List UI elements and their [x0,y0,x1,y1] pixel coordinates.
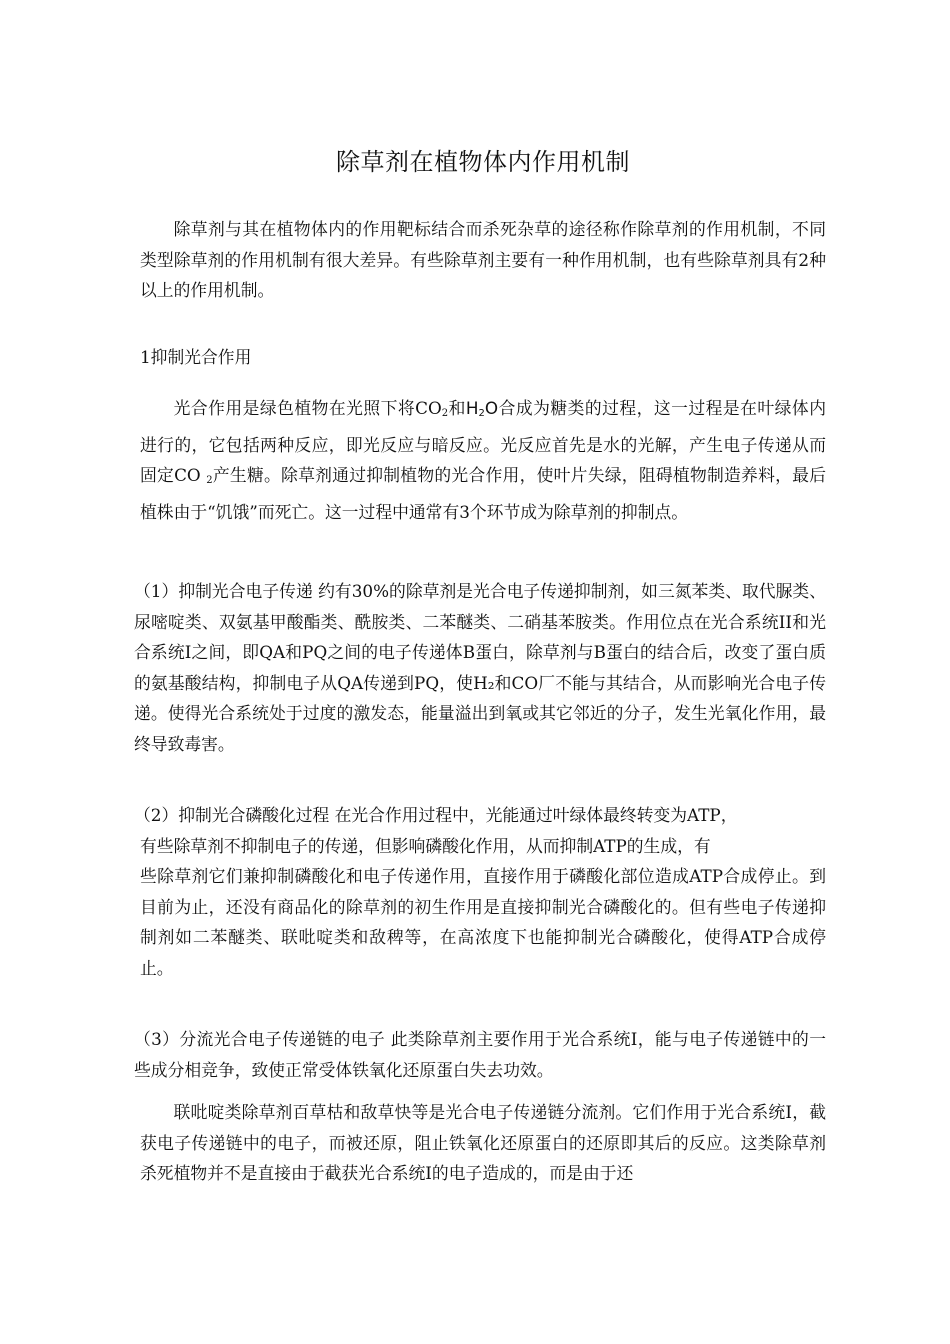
intro-paragraph: 除草剂与其在植物体内的作用靶标结合而杀死杂草的途径称作除草剂的作用机制，不同类型除草剂的作用机制有很大差异。有些除草剂主要有一种作用机制，也有些除草剂具有2种以上的作用机制。 [140,219,826,300]
para1-part-b: 和 [448,398,466,418]
item-photophosphorylation-head [134,800,826,861]
page-title: 除草剂在植物体内作用机制 [336,148,630,176]
bipyridyl-paragraph: 联吡啶类除草剂百草枯和敌草快等是光合电子传递链分流剂。它们作用于光合系统I，截获电子传递链中的电子，而被还原，阻止铁氧化还原蛋白的还原即其后的反应。这类除草剂杀死植物并不是直接由于截获光合系统I的电子造成的，而是由于还 [140,1102,826,1183]
photosynthesis-paragraph [140,393,826,527]
item-photophosphorylation-rest: 些除草剂它们兼抑制磷酸化和电子传递作用，直接作用于磷酸化部位造成ATP合成停止。到目前为止，还没有商品化的除草剂的初生作用是直接抑制光合磷酸化的。但有些电子传递抑制剂如二苯醚类、联吡啶类和敌稗等，在高浓度下也能抑制光合磷酸化，使得ATP合成停止。 [140,866,826,978]
h2o-o: O [484,398,499,418]
item-electron-diversion: （3）分流光合电子传递链的电子 此类除草剂主要作用于光合系统I，能与电子传递链中的一些成分相竞争，致使正常受体铁氧化还原蛋白失去功效。 [134,1029,826,1080]
co2-subscript-2: 2 [206,475,213,486]
para1-part-d: 产生糖。除草剂通过抑制植物的光合作用，使叶片失绿，阻碍植物制造养料，最后植株由于“饥饿”而死亡。这一过程中通常有3个环节成为除草剂的抑制点。 [140,465,826,522]
item2-line-1: （2）抑制光合磷酸化过程 在光合作用过程中，光能通过叶绿体最终转变为ATP， [134,805,738,825]
para1-part-a: 光合作用是绿色植物在光照下将CO [173,398,442,418]
item-electron-transport: （1）抑制光合电子传递 约有30%的除草剂是光合电子传递抑制剂，如三氮苯类、取代脲类、尿嘧啶类、双氨基甲酸酯类、酰胺类、二苯醚类、二硝基苯胺类。作用位点在光合系统II和光合系统I之间，即QA和PQ之间的电子传递体B蛋白，除草剂与B蛋白的结合后，改变了蛋白质的氨基酸结构，抑制电子从QA传递到PQ，使H₂和CO厂不能与其结合，从而影响光合电子传递。使得光合系统处于过度的激发态，能量溢出到氧或其它邻近的分子，发生光氧化作用，最终导致毒害。 [134,581,826,754]
item2-line-2: 有些除草剂不抑制电子的传递，但影响磷酸化作用，从而抑制ATP的生成，有 [140,835,711,856]
co2-subscript: 2 [441,408,449,419]
para1-part-c: 合成为糖类的过程，这一过程是在叶绿体内进行的，它包括两种反应，即光反应与暗反应。光反应首先是水的光解，产生电子传递从而固定CO [140,398,826,485]
section-heading-photosynthesis: 1抑制光合作用 [140,347,252,367]
h2o-subscript: 2 [478,408,485,419]
h2o-h: H [465,398,479,418]
